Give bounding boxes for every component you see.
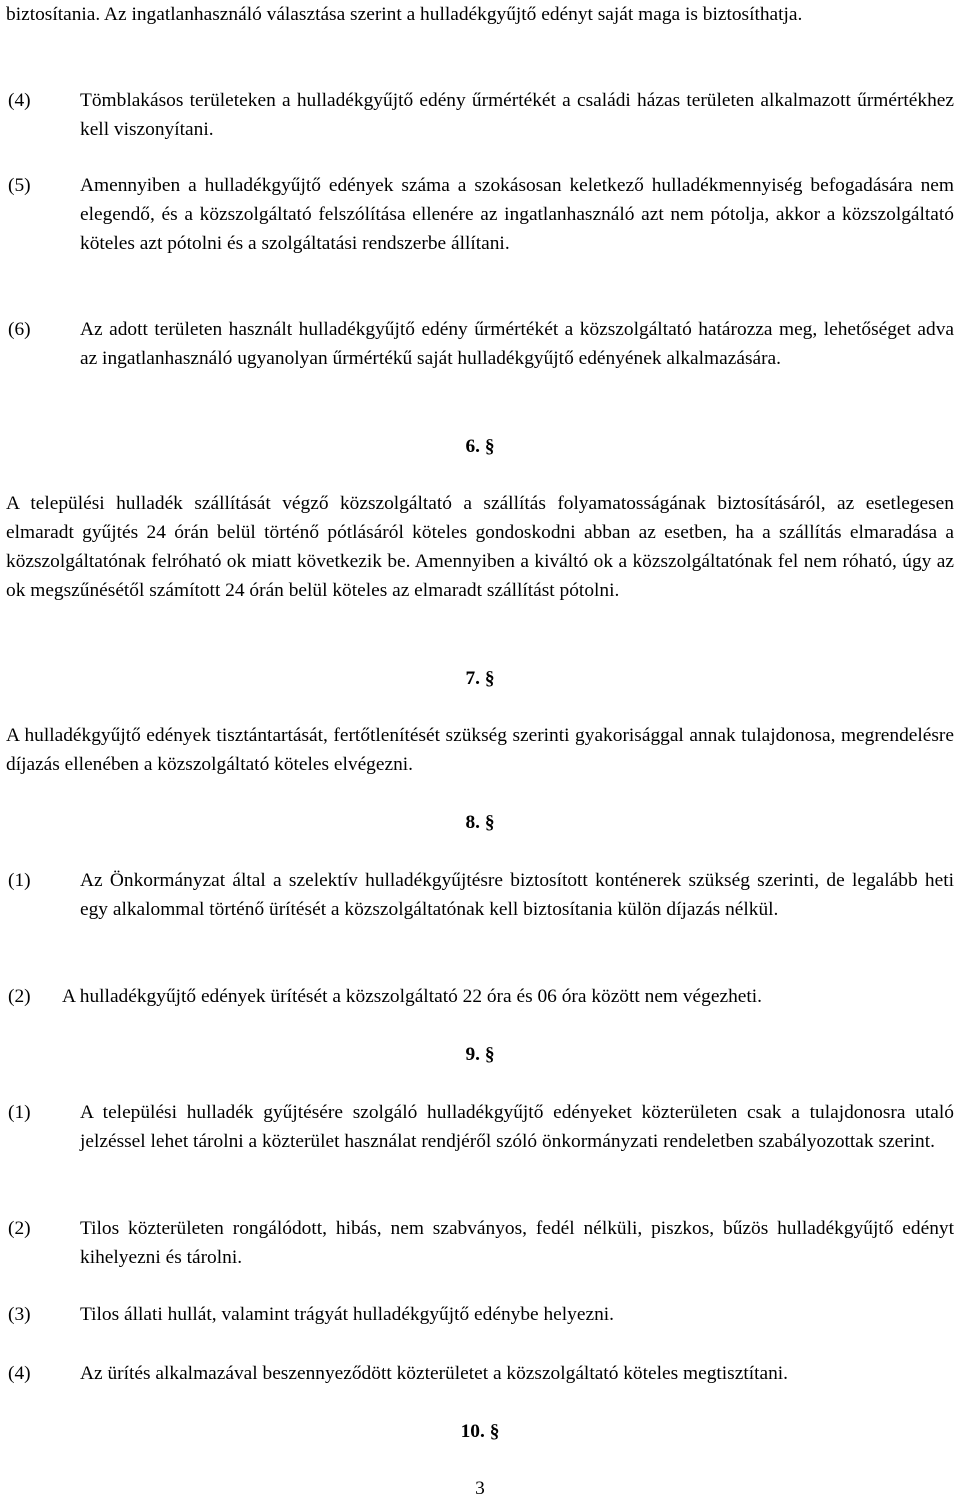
paragraph-number: (6) [8,319,31,340]
paragraph-text: Az adott területen használt hulladékgyűjtő edény űrmértékét a közszolgáltató határozza meg, lehetőséget adva az ingatlanhasználó ugyanolyan űrmértékű saját hulladékgyűjtő edényének alkalmazására. [80,319,954,369]
section-heading-8: 8. § [465,812,495,833]
paragraph-number: (2) [8,1218,31,1239]
paragraph-number: (3) [8,1304,31,1325]
section-6-text: A települési hulladék szállítását végző közszolgáltató a szállítás folyamatosságának biztosításáról, az esetlegesen elmaradt gyűjtés 24 órán belül történő pótlásáról köteles gondoskodni abban az esetben, ha a szállítás elmaradása a közszolgáltatónak felróható ok miatt következik be. Amennyiben a kiváltó ok a közszolgáltatónak fel nem róható, úgy az ok megszűnésétől számított 24 órán belül köteles az elmaradt szállítást pótolni. [6,493,954,601]
paragraph-text: A hulladékgyűjtő edények ürítését a közszolgáltató 22 óra és 06 óra között nem végezheti. [62,986,762,1007]
continuation-paragraph: biztosítania. Az ingatlanhasználó választása szerint a hulladékgyűjtő edényt saját maga is biztosíthatja. [6,4,803,25]
paragraph-text: Tilos közterületen rongálódott, hibás, nem szabványos, fedél nélküli, piszkos, bűzös hulladékgyűjtő edényt kihelyezni és tárolni. [80,1218,954,1268]
paragraph-text: Az ürítés alkalmazával beszennyeződött közterületet a közszolgáltató köteles megtisztítani. [80,1363,789,1384]
paragraph-text: Tömblakásos területeken a hulladékgyűjtő edény űrmértékét a családi házas területen alkalmazott űrmértékhez kell viszonyítani. [80,90,954,140]
paragraph-number: (1) [8,1102,31,1123]
paragraph-number: (5) [8,175,31,196]
section-heading-6: 6. § [465,436,495,457]
section-heading-10: 10. § [460,1421,500,1442]
paragraph-text: Tilos állati hullát, valamint trágyát hulladékgyűjtő edénybe helyezni. [80,1304,615,1325]
section-heading-9: 9. § [465,1044,495,1065]
paragraph-text: A települési hulladék gyűjtésére szolgáló hulladékgyűjtő edényeket közterületen csak a tulajdonosra utaló jelzéssel lehet tárolni a közterület használat rendjéről szóló önkormányzati rendeletben szabályozottak szerint. [80,1102,954,1152]
page-number: 3 [475,1478,485,1499]
paragraph-number: (1) [8,870,31,891]
paragraph-text: Az Önkormányzat által a szelektív hulladékgyűjtésre biztosított konténerek szükség szerinti, de legalább heti egy alkalommal történő ürítését a közszolgáltatónak kell biztosítania külön díjazás nélkül. [80,870,954,920]
paragraph-number: (4) [8,90,31,111]
section-heading-7: 7. § [465,668,495,689]
paragraph-text: Amennyiben a hulladékgyűjtő edények száma a szokásosan keletkező hulladékmennyiség befogadására nem elegendő, és a közszolgáltató felszólítása ellenére az ingatlanhasználó azt nem pótolja, akkor a közszolgáltató köteles azt pótolni és a szolgáltatási rendszerbe állítani. [80,175,954,254]
paragraph-number: (2) [8,986,31,1007]
section-7-text: A hulladékgyűjtő edények tisztántartását, fertőtlenítését szükség szerinti gyakorisággal annak tulajdonosa, megrendelésre díjazás ellenében a közszolgáltató köteles elvégezni. [6,725,954,775]
paragraph-number: (4) [8,1363,31,1384]
